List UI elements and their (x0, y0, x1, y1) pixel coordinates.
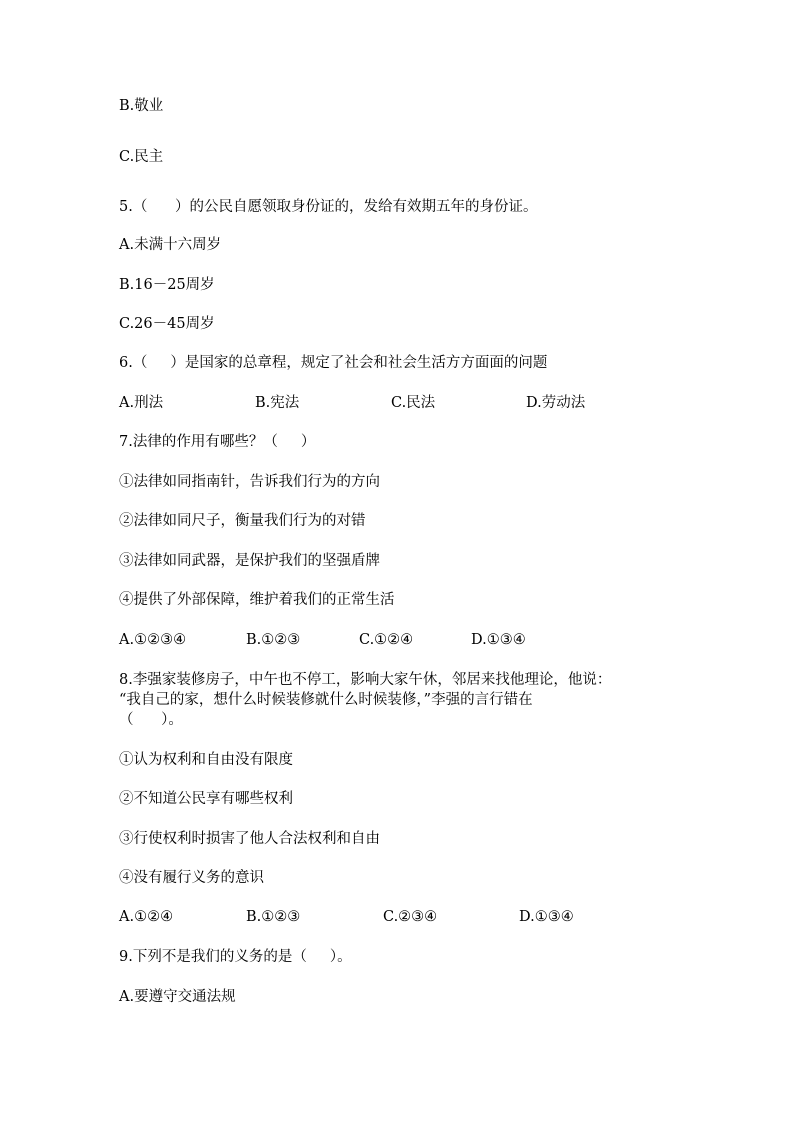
q6-option-c: C.民法 (391, 395, 436, 411)
q8-item-2: ②不知道公民享有哪些权利 (119, 791, 293, 807)
q6-option-d: D.劳动法 (526, 395, 586, 411)
q7-option-b: B.①②③ (246, 632, 301, 648)
q7-stem: 7.法律的作用有哪些？（ ） (119, 434, 316, 450)
q9-stem: 9.下列不是我们的义务的是（ ）。 (119, 949, 352, 965)
q5-option-a: A.未满十六周岁 (119, 237, 222, 253)
q5-option-b: B.16－25周岁 (119, 277, 215, 293)
q8-stem-line-1: 8.李强家装修房子，中午也不停工，影响大家午休，邻居来找他理论，他说： (119, 672, 612, 688)
q8-option-a: A.①②④ (119, 909, 174, 925)
q7-item-1: ①法律如同指南针，告诉我们行为的方向 (119, 474, 380, 490)
q8-item-3: ③行使权利时损害了他人合法权利和自由 (119, 831, 380, 847)
q5-option-c: C.26－45周岁 (119, 316, 215, 332)
q7-option-d: D.①③④ (471, 632, 526, 648)
q4-option-b: B.敬业 (119, 98, 164, 114)
q4-option-c: C.民主 (119, 149, 164, 165)
q7-option-a: A.①②③④ (119, 632, 187, 648)
q7-item-2: ②法律如同尺子，衡量我们行为的对错 (119, 513, 366, 529)
q8-option-d: D.①③④ (519, 909, 574, 925)
q7-item-4: ④提供了外部保障，维护着我们的正常生活 (119, 592, 395, 608)
q8-option-b: B.①②③ (246, 909, 301, 925)
q5-stem: 5.（ ）的公民自愿领取身份证的，发给有效期五年的身份证。 (119, 199, 538, 215)
q6-option-a: A.刑法 (119, 395, 164, 411)
q8-item-4: ④没有履行义务的意识 (119, 870, 264, 886)
q8-stem-line-3: （ ）。 (119, 712, 183, 728)
q9-option-a: A.要遵守交通法规 (119, 989, 236, 1005)
q7-option-c: C.①②④ (359, 632, 414, 648)
q6-option-b: B.宪法 (255, 395, 300, 411)
q8-option-c: C.②③④ (383, 909, 438, 925)
q7-item-3: ③法律如同武器，是保护我们的坚强盾牌 (119, 553, 380, 569)
q8-stem-line-2: “我自己的家，想什么时候装修就什么时候装修，”李强的言行错在 (119, 692, 533, 708)
q8-item-1: ①认为权利和自由没有限度 (119, 752, 293, 768)
q6-stem: 6.（ ）是国家的总章程，规定了社会和社会生活方方面面的问题 (119, 355, 548, 371)
